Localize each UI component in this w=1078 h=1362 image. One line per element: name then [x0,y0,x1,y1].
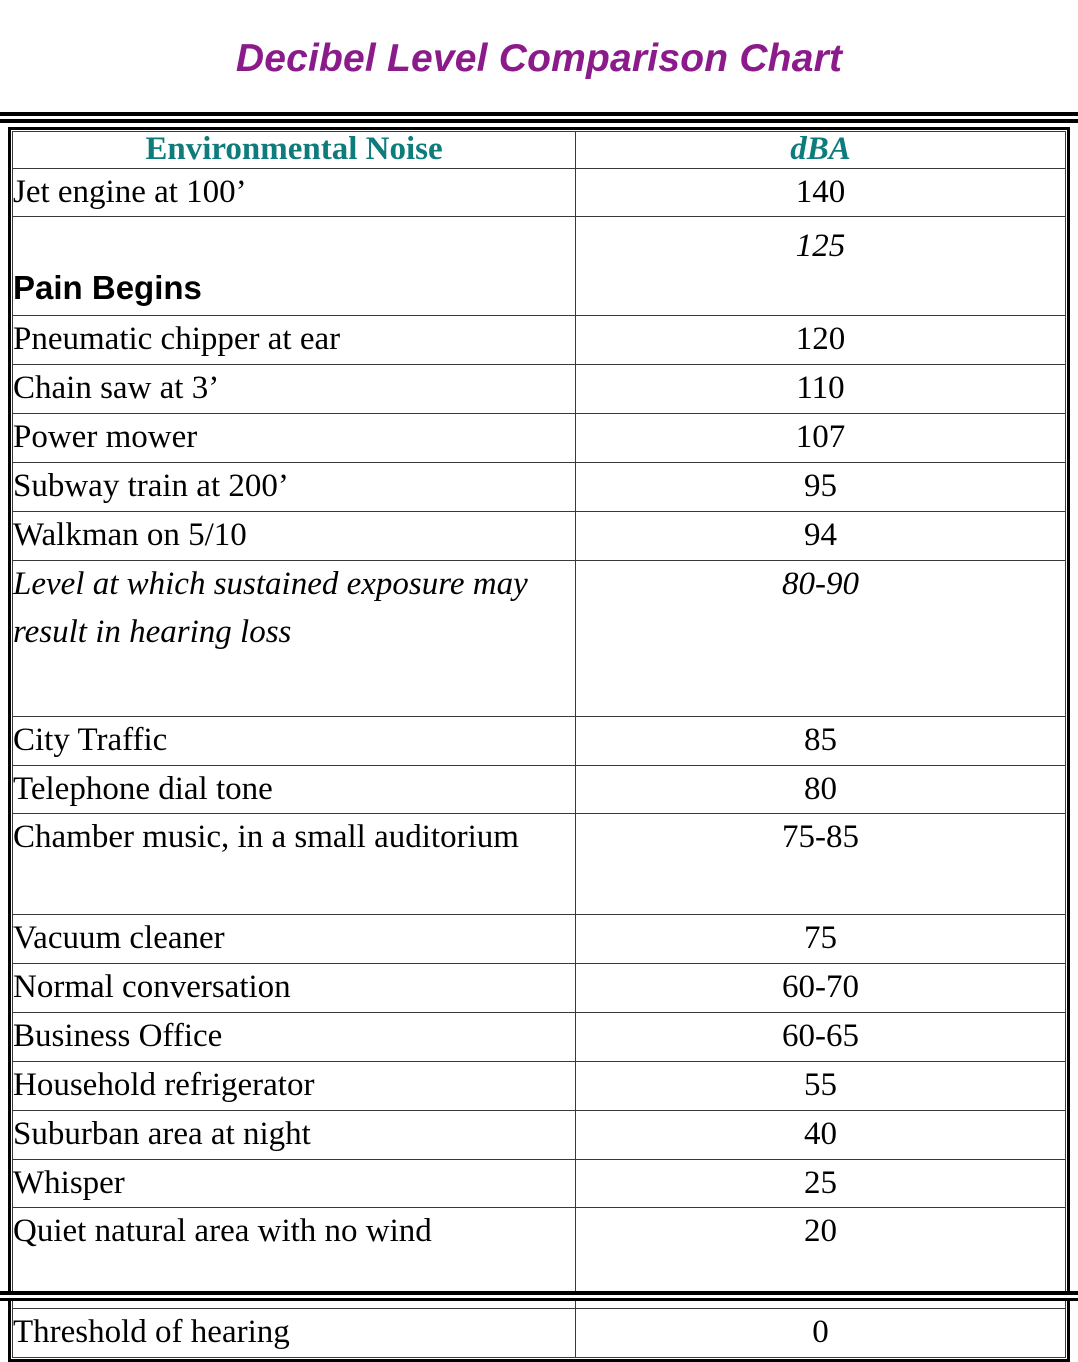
cell-dba-value: 95 [576,463,1066,512]
cell-environmental-noise: Pneumatic chipper at ear [13,316,576,365]
page-title: Decibel Level Comparison Chart [235,37,843,80]
cell-environmental-noise: Suburban area at night [13,1110,576,1159]
cell-environmental-noise: Normal conversation [13,964,576,1013]
table-header [13,132,1066,169]
cell-environmental-noise: Vacuum cleaner [13,915,576,964]
cell-environmental-noise: Walkman on 5/10 [13,511,576,560]
table-row [13,1110,1066,1159]
bottom-divider-rule [0,1291,1078,1301]
cell-dba-value: 75-85 [576,814,1066,915]
cell-environmental-noise: Telephone dial tone [13,765,576,814]
cell-dba-value: 110 [576,365,1066,414]
column-header-environmental-noise: Environmental Noise [13,132,576,169]
column-header-dba: dBA [576,132,1066,169]
cell-environmental-noise: Jet engine at 100’ [13,168,576,217]
table-row [13,463,1066,512]
cell-dba-value: 55 [576,1061,1066,1110]
cell-dba-value: 20 [576,1208,1066,1309]
table-row [13,511,1066,560]
cell-environmental-noise: Subway train at 200’ [13,463,576,512]
decibel-table [12,131,1066,1358]
table-frame [8,127,1070,1362]
cell-dba-value: 107 [576,414,1066,463]
table-body [13,168,1066,1358]
cell-environmental-noise: Business Office [13,1013,576,1062]
cell-environmental-noise: Level at which sustained exposure may result in hearing loss [13,560,576,716]
table-row [13,765,1066,814]
table-row [13,560,1066,716]
table-row [13,414,1066,463]
cell-environmental-noise: Power mower [13,414,576,463]
cell-dba-value: 0 [576,1309,1066,1358]
cell-dba-value: 140 [576,168,1066,217]
cell-dba-value: 60-65 [576,1013,1066,1062]
cell-environmental-noise: City Traffic [13,716,576,765]
cell-dba-value: 40 [576,1110,1066,1159]
cell-environmental-noise: Whisper [13,1159,576,1208]
table-header-row [13,132,1066,169]
cell-environmental-noise: Chain saw at 3’ [13,365,576,414]
table-row [13,365,1066,414]
cell-dba-value: 120 [576,316,1066,365]
table-row [13,168,1066,217]
cell-environmental-noise: Pain Begins [13,217,576,316]
cell-dba-value: 25 [576,1159,1066,1208]
cell-dba-value: 80 [576,765,1066,814]
table-row [13,915,1066,964]
table-row [13,217,1066,316]
table-row [13,1013,1066,1062]
table-row [13,716,1066,765]
cell-dba-value: 80-90 [576,560,1066,716]
title-container [0,0,1078,112]
cell-environmental-noise: Threshold of hearing [13,1309,576,1358]
table-row [13,964,1066,1013]
table-row [13,814,1066,915]
cell-environmental-noise: Quiet natural area with no wind [13,1208,576,1309]
cell-dba-value: 125 [576,217,1066,316]
cell-dba-value: 94 [576,511,1066,560]
cell-dba-value: 85 [576,716,1066,765]
table-row [13,1159,1066,1208]
cell-environmental-noise: Chamber music, in a small auditorium [13,814,576,915]
cell-dba-value: 75 [576,915,1066,964]
cell-dba-value: 60-70 [576,964,1066,1013]
table-row [13,1309,1066,1358]
top-divider-rule [0,112,1078,123]
table-row [13,316,1066,365]
cell-environmental-noise: Household refrigerator [13,1061,576,1110]
table-row [13,1061,1066,1110]
